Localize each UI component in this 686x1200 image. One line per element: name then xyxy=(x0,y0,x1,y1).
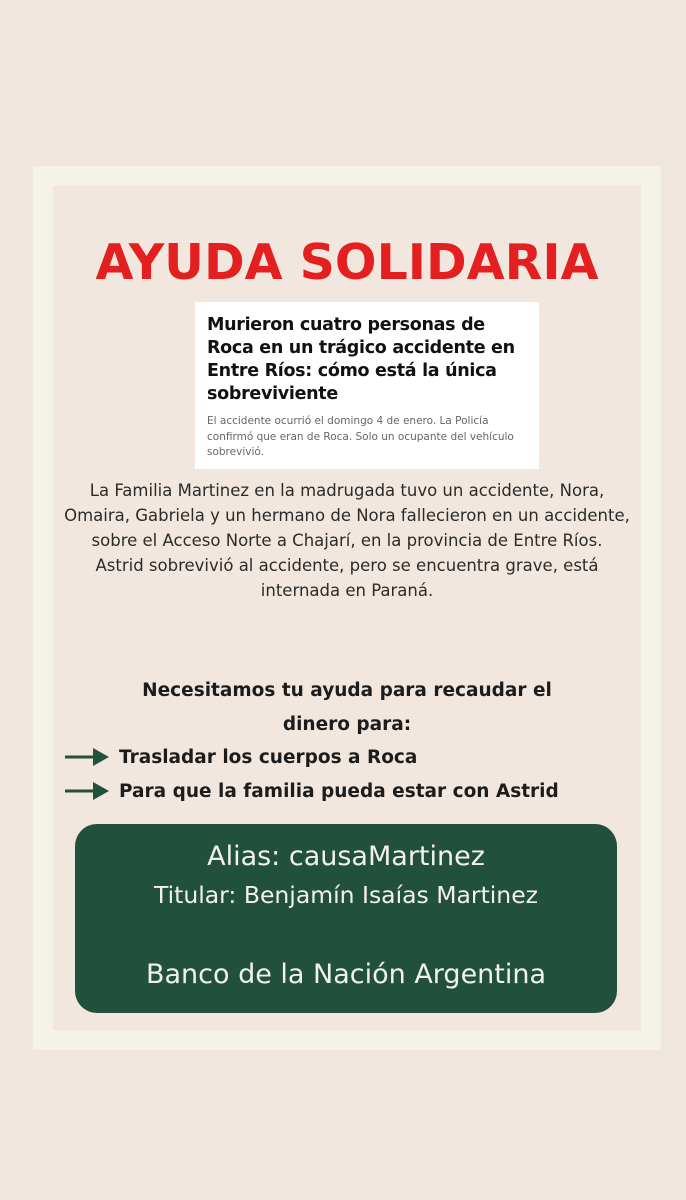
bank-name-text: Banco de la Nación Argentina xyxy=(145,959,547,990)
poster-title: AYUDA SOLIDARIA xyxy=(95,234,599,291)
list-item xyxy=(63,740,641,774)
story-text xyxy=(53,478,641,603)
alias-text: Alias: causaMartinez xyxy=(207,841,485,872)
arrow-right-icon xyxy=(63,780,111,802)
list-item-label: Trasladar los cuerpos a Roca xyxy=(119,746,418,768)
list-item xyxy=(63,774,641,808)
list-item-label: Para que la familia pueda estar con Astrid xyxy=(119,780,559,802)
story-paragraph-1: La Familia Martinez en la madrugada tuvo un accidente, Nora, Omaira, Gabriela y un hermano de Nora fallecieron en un accidente, sobre el Acceso Norte a Chajarí, en la provincia de Entre Ríos. xyxy=(64,481,630,550)
news-headline: Murieron cuatro personas de Roca en un trágico accidente en Entre Ríos: cómo está la única sobreviviente xyxy=(207,315,515,404)
news-subtitle: El accidente ocurrió el domingo 4 de enero. La Policía confirmó que eran de Roca. Solo un ocupante del vehículo sobrevivió. xyxy=(207,415,514,458)
arrow-right-icon xyxy=(63,746,111,768)
holder-text: Titular: Benjamín Isaías Martinez xyxy=(153,881,538,909)
poster-frame xyxy=(33,166,661,1050)
bank-info-box xyxy=(75,824,617,1013)
poster-card xyxy=(53,186,641,1030)
appeal-heading: Necesitamos tu ayuda para recaudar el dinero para: xyxy=(142,680,552,735)
news-clipping xyxy=(195,302,539,469)
story-paragraph-2: Astrid sobrevivió al accidente, pero se encuentra grave, está internada en Paraná. xyxy=(95,556,599,600)
needs-list xyxy=(63,740,641,808)
